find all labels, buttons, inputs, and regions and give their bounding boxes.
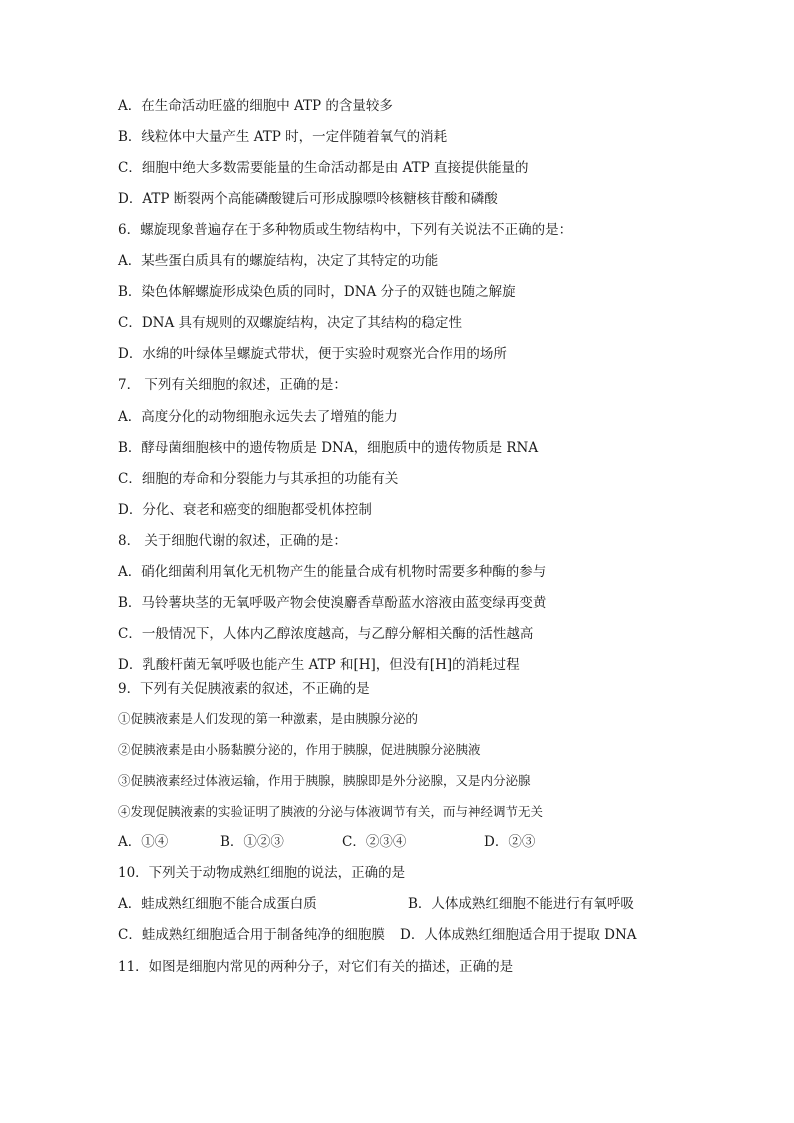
q6-stem: 6．螺旋现象普遍存在于多种物质或生物结构中，下列有关说法不正确的是： bbox=[118, 222, 573, 238]
q8-option-a: A．硝化细菌利用氧化无机物产生的能量合成有机物时需要多种酶的参与 bbox=[118, 564, 547, 580]
q6-option-d: D．水绵的叶绿体呈螺旋式带状，便于实验时观察光合作用的场所 bbox=[118, 346, 507, 362]
q9-stem: 9．下列有关促胰液素的叙述，不正确的是 bbox=[118, 681, 370, 697]
q10-stem: 10．下列关于动物成熟红细胞的说法，正确的是 bbox=[118, 865, 406, 881]
q7-option-c: C．细胞的寿命和分裂能力与其承担的功能有关 bbox=[118, 471, 399, 487]
q10-option-b: B．人体成熟红细胞不能进行有氧呼吸 bbox=[408, 896, 634, 912]
q7-option-d: D．分化、衰老和癌变的细胞都受机体控制 bbox=[118, 502, 372, 518]
q5-option-d: D．ATP 断裂两个高能磷酸键后可形成腺嘌呤核糖核苷酸和磷酸 bbox=[118, 191, 498, 207]
q5-option-b: B．线粒体中大量产生 ATP 时，一定伴随着氧气的消耗 bbox=[118, 129, 448, 145]
q5-option-a: A．在生命活动旺盛的细胞中 ATP 的含量较多 bbox=[118, 98, 393, 114]
q5-option-c: C．细胞中绝大多数需要能量的生命活动都是由 ATP 直接提供能量的 bbox=[118, 160, 529, 176]
q6-option-c: C．DNA 具有规则的双螺旋结构，决定了其结构的稳定性 bbox=[118, 315, 463, 331]
q9-option-c: C．②③④ bbox=[342, 834, 407, 850]
q9-option-b: B．①②③ bbox=[220, 834, 284, 850]
q8-option-d: D．乳酸杆菌无氧呼吸也能产生 ATP 和[H]，但没有[H]的消耗过程 bbox=[118, 657, 520, 673]
q10-option-a: A．蛙成熟红细胞不能合成蛋白质 bbox=[118, 896, 317, 912]
q9-statement-1: ①促胰液素是人们发现的第一种激素，是由胰腺分泌的 bbox=[118, 711, 419, 726]
q7-option-b: B．酵母菌细胞核中的遗传物质是 DNA，细胞质中的遗传物质是 RNA bbox=[118, 440, 539, 456]
q9-option-a: A．①④ bbox=[118, 834, 169, 850]
q6-option-a: A．某些蛋白质具有的螺旋结构，决定了其特定的功能 bbox=[118, 253, 439, 269]
q9-statement-4: ④发现促胰液素的实验证明了胰液的分泌与体液调节有关，而与神经调节无关 bbox=[118, 804, 544, 819]
q11-stem: 11．如图是细胞内常见的两种分子，对它们有关的描述，正确的是 bbox=[118, 959, 514, 975]
q6-option-b: B．染色体解螺旋形成染色质的同时，DNA 分子的双链也随之解旋 bbox=[118, 284, 516, 300]
q8-stem: 8． 关于细胞代谢的叙述，正确的是： bbox=[118, 533, 347, 549]
q9-option-d: D．②③ bbox=[484, 834, 536, 850]
q8-option-c: C．一般情况下，人体内乙醇浓度越高，与乙醇分解相关酶的活性越高 bbox=[118, 626, 534, 642]
q7-stem: 7． 下列有关细胞的叙述，正确的是： bbox=[118, 377, 347, 393]
q9-statement-2: ②促胰液素是由小肠黏膜分泌的，作用于胰腺，促进胰腺分泌胰液 bbox=[118, 742, 481, 757]
q7-option-a: A．高度分化的动物细胞永远失去了增殖的能力 bbox=[118, 409, 398, 425]
q10-option-d: D．人体成熟红细胞适合用于提取 DNA bbox=[400, 927, 637, 943]
q9-statement-3: ③促胰液素经过体液运输，作用于胰腺，胰腺即是外分泌腺，又是内分泌腺 bbox=[118, 773, 531, 788]
q10-option-c: C．蛙成熟红细胞适合用于制备纯净的细胞膜 bbox=[118, 927, 385, 943]
q8-option-b: B．马铃薯块茎的无氧呼吸产物会使溴麝香草酚蓝水溶液由蓝变绿再变黄 bbox=[118, 595, 547, 611]
